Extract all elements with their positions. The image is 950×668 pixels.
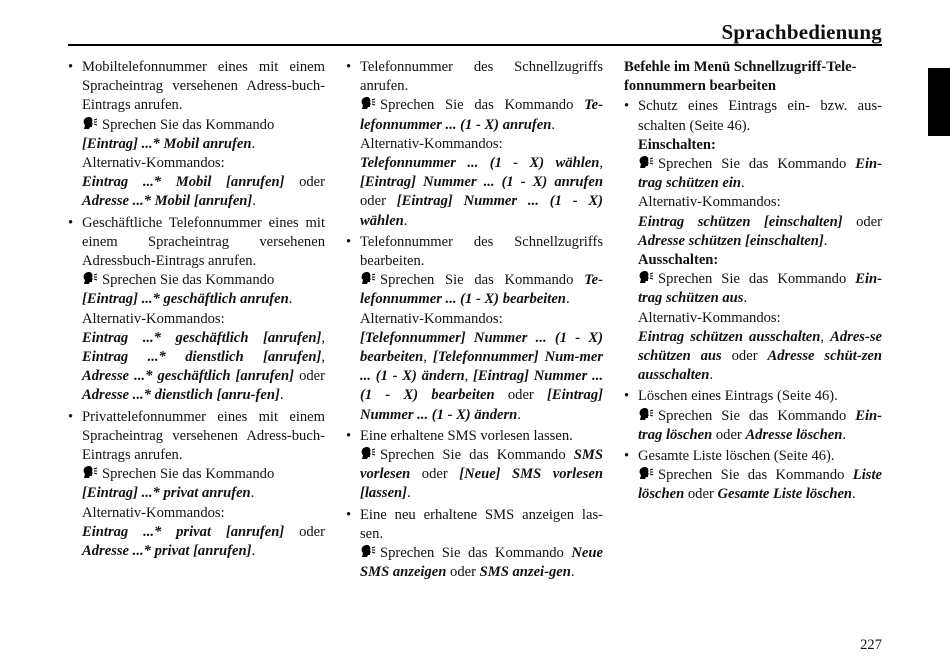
command-text: Eintrag ...* dienstlich [anrufen] — [82, 349, 322, 366]
bullet: • — [624, 448, 630, 465]
command-text: Ein-trag löschen — [638, 407, 882, 443]
command-text: Eintrag schützen [einschalten] — [638, 213, 843, 230]
command-text: Adres-se schützen aus — [638, 328, 882, 365]
command-text: Eintrag ...* geschäftlich [anrufen] — [82, 329, 322, 346]
alt-label: Alternativ-Kommandos: — [638, 309, 781, 326]
bullet: • — [346, 506, 352, 523]
command-text: Eintrag schützen ausschalten — [638, 328, 821, 345]
command-text: Adresse ...* privat [anrufen] — [82, 543, 252, 560]
chapter-thumb-tab — [928, 68, 950, 136]
command-text: [Eintrag] Nummer ... (1 - X) ändern — [360, 387, 603, 423]
command-text: [Telefonnummer] Nummer ... (1 - X) bearbeiten — [360, 329, 603, 366]
subheading-off: Ausschalten: — [638, 252, 719, 269]
say-prefix: Sprechen Sie das Kommando — [102, 466, 275, 483]
section-heading: Befehle im Menü Schnellzugriff-Tele-fonnummern bearbeiten — [624, 59, 857, 95]
bullet: • — [346, 233, 352, 250]
command-text: SMS vorlesen — [360, 447, 603, 483]
bullet: • — [68, 214, 74, 231]
speech-command-icon — [360, 545, 376, 558]
command-text: [Eintrag] ...* Mobil anrufen — [82, 135, 252, 152]
alt-label: Alternativ-Kommandos: — [360, 135, 503, 152]
conjunction: oder — [360, 193, 386, 210]
command-text: [Eintrag] ...* privat anrufen — [82, 485, 251, 502]
speech-command-icon — [638, 271, 654, 284]
command-text: Neue SMS anzeigen — [360, 545, 603, 581]
subheading-on: Einschalten: — [638, 136, 716, 153]
item-text: Mobiltelefonnummer eines mit einem Spracheintrag versehenen Adress-buch-Eintrags anrufen. — [82, 59, 325, 114]
speech-command-icon — [638, 156, 654, 169]
say-prefix: Sprechen Sie das Kommando — [658, 407, 847, 424]
bullet: • — [346, 59, 352, 75]
list-item: • Telefonnummer des Schnellzugriffs anrufen. Sprechen Sie das Kommando Te-lefonnummer ... (1 - X) anrufen. Alternativ-Kommandos: Telefonnummer ... (1 - X) wählen, [Eintrag] Nummer ... (1 - X) anrufen oder [Eintrag] Nummer ... (1 - X) wählen. — [346, 59, 603, 229]
page-header-title: Sprachbedienung — [721, 20, 882, 44]
bullet: • — [346, 427, 352, 444]
item-text: Telefonnummer des Schnellzugriffs bearbeiten. — [360, 233, 603, 270]
alt-label: Alternativ-Kommandos: — [360, 310, 503, 327]
conjunction: oder — [299, 368, 325, 385]
list-item: • Privattelefonnummer eines mit einem Spracheintrag versehenen Adress-buch-Eintrags anrufen. Sprechen Sie das Kommando [Eintrag] ...* privat anrufen. Alternativ-Kommandos: Eintrag ...* privat [anrufen] oder Adresse ...* privat [anrufen]. — [68, 408, 325, 560]
list-item: • Schutz eines Eintrags ein- bzw. aus-schalten (Seite 46). Einschalten: Sprechen Sie das Kommando Ein-trag schützen ein. Alternativ-Kommandos: Eintrag schützen [einschalten] oder Adresse schützen [einschalten]. Ausschalten: Sprechen Sie das Kommando Ein-trag schützen aus. Alternativ-Kommandos: Eintrag schützen ausschalten, Adres-se schützen aus oder Adresse schüt-zen ausschalten. — [624, 98, 883, 384]
command-text: [Telefonnummer] Num-mer ... (1 - X) ändern — [360, 349, 603, 385]
item-text: Eine erhaltene SMS vorlesen lassen. — [360, 427, 573, 444]
command-text: Te-lefonnummer ... (1 - X) bearbeiten — [360, 272, 603, 308]
command-text: Gesamte Liste löschen — [717, 486, 853, 503]
command-text: [Eintrag] Nummer ... (1 - X) wählen — [360, 193, 603, 229]
say-prefix: Sprechen Sie das Kommando — [380, 97, 574, 114]
speech-command-icon — [360, 272, 376, 285]
say-prefix: Sprechen Sie das Kommando — [658, 156, 847, 173]
bullet: • — [68, 408, 74, 425]
conjunction: oder — [856, 213, 883, 230]
speech-command-icon — [82, 466, 98, 479]
say-prefix: Sprechen Sie das Kommando — [380, 272, 574, 289]
command-text: Ein-trag schützen ein — [638, 156, 882, 192]
conjunction: oder — [715, 426, 742, 443]
speech-command-icon — [638, 408, 654, 421]
conjunction: oder — [687, 486, 714, 503]
item-text: Telefonnummer des Schnellzugriffs anrufen. — [360, 59, 603, 95]
alt-label: Alternativ-Kommandos: — [82, 155, 225, 172]
item-text: Gesamte Liste löschen (Seite 46). — [638, 448, 835, 465]
list-item: • Gesamte Liste löschen (Seite 46). Sprechen Sie das Kommando Liste löschen oder Gesamte Liste löschen. — [624, 448, 882, 503]
list-item: • Eine erhaltene SMS vorlesen lassen. Sprechen Sie das Kommando SMS vorlesen oder [Neue] SMS vorlesen [lassen]. — [346, 427, 603, 502]
bullet: • — [624, 388, 630, 405]
item-text: Schutz eines Eintrags ein- bzw. aus-schalten (Seite 46). — [638, 98, 882, 134]
item-text: Geschäftliche Telefonnummer eines mit einem Spracheintrag versehenen Adressbuch-Eintrags anrufen. — [82, 214, 325, 270]
conjunction: oder — [299, 174, 326, 191]
bullet: • — [68, 59, 74, 75]
say-prefix: Sprechen Sie das Kommando — [380, 447, 566, 464]
page-number: 227 — [860, 637, 882, 653]
command-text: Adresse löschen — [745, 426, 843, 443]
command-text: Telefonnummer ... (1 - X) wählen — [360, 155, 600, 172]
alt-label: Alternativ-Kommandos: — [82, 504, 225, 521]
command-text: [Neue] SMS vorlesen [lassen] — [360, 466, 603, 502]
item-text: Privattelefonnummer eines mit einem Spracheintrag versehenen Adress-buch-Eintrags anrufen. — [82, 408, 325, 464]
list-item: • Telefonnummer des Schnellzugriffs bearbeiten. Sprechen Sie das Kommando Te-lefonnummer ... (1 - X) bearbeiten. Alternativ-Kommandos: [Telefonnummer] Nummer ... (1 - X) bearbeiten, [Telefonnummer] Num-mer ... (1 - X) ändern, [Eintrag] Nummer ... (1 - X) bearbeiten oder [Eintrag] Nummer ... (1 - X) ändern. — [346, 233, 603, 423]
column-1 — [68, 58, 325, 563]
command-text: Te-lefonnummer ... (1 - X) anrufen — [360, 97, 603, 133]
command-text: Adresse ...* dienstlich [anru-fen] — [82, 387, 280, 404]
alt-label: Alternativ-Kommandos: — [82, 310, 225, 327]
command-text: Eintrag ...* privat [anrufen] — [82, 523, 285, 540]
speech-command-icon — [638, 467, 654, 480]
say-prefix: Sprechen Sie das Kommando — [658, 467, 845, 484]
list-item: • Eine neu erhaltene SMS anzeigen las-sen. Sprechen Sie das Kommando Neue SMS anzeigen oder SMS anzei-gen. — [346, 506, 603, 581]
say-prefix: Sprechen Sie das Kommando — [380, 545, 564, 562]
command-text: Liste löschen — [638, 467, 882, 503]
command-text: Adresse ...* Mobil [anrufen] — [82, 193, 253, 210]
header-rule — [68, 44, 882, 46]
bullet: • — [624, 98, 630, 115]
say-prefix: Sprechen Sie das Kommando — [102, 116, 275, 133]
speech-command-icon — [82, 272, 98, 285]
command-text: [Eintrag] Nummer ... (1 - X) bearbeiten — [360, 368, 603, 404]
command-text: Adresse schüt-zen ausschalten — [638, 348, 882, 384]
conjunction: oder — [421, 466, 448, 483]
command-text: Eintrag ...* Mobil [anrufen] — [82, 174, 285, 191]
command-text: Ein-trag schützen aus — [638, 271, 882, 307]
list-item: • Löschen eines Eintrags (Seite 46). Sprechen Sie das Kommando Ein-trag löschen oder Adresse löschen. — [624, 388, 882, 443]
column-3 — [624, 58, 882, 507]
command-text: Adresse schützen [einschalten] — [638, 232, 824, 249]
conjunction: oder — [507, 387, 534, 404]
command-text: Adresse ...* geschäftlich [anrufen] — [82, 368, 294, 385]
item-text: Löschen eines Eintrags (Seite 46). — [638, 388, 838, 405]
command-text: SMS anzei-gen — [479, 564, 571, 581]
speech-command-icon — [82, 117, 98, 130]
conjunction: oder — [299, 523, 325, 540]
alt-label: Alternativ-Kommandos: — [638, 194, 781, 211]
item-text: Eine neu erhaltene SMS anzeigen las-sen. — [360, 506, 603, 542]
conjunction: oder — [731, 348, 758, 365]
say-prefix: Sprechen Sie das Kommando — [102, 272, 275, 289]
speech-command-icon — [360, 447, 376, 460]
column-2 — [346, 58, 603, 584]
command-text: [Eintrag] ...* geschäftlich anrufen — [82, 291, 289, 308]
list-item: • Geschäftliche Telefonnummer eines mit einem Spracheintrag versehenen Adressbuch-Eintrags anrufen. Sprechen Sie das Kommando [Eintrag] ...* geschäftlich anrufen. Alternativ-Kommandos: Eintrag ...* geschäftlich [anrufen], Eintrag ...* dienstlich [anrufen], Adresse ...* geschäftlich [anrufen] oder Adresse ...* dienstlich [anru-fen]. — [68, 214, 325, 404]
list-item: • Mobiltelefonnummer eines mit einem Spracheintrag versehenen Adress-buch-Eintrags anrufen. Sprechen Sie das Kommando [Eintrag] ...* Mobil anrufen. Alternativ-Kommandos: Eintrag ...* Mobil [anrufen] oder Adresse ...* Mobil [anrufen]. — [68, 59, 326, 210]
speech-command-icon — [360, 97, 376, 110]
conjunction: oder — [450, 564, 476, 581]
say-prefix: Sprechen Sie das Kommando — [658, 271, 847, 288]
command-text: [Eintrag] Nummer ... (1 - X) anrufen — [360, 174, 603, 191]
